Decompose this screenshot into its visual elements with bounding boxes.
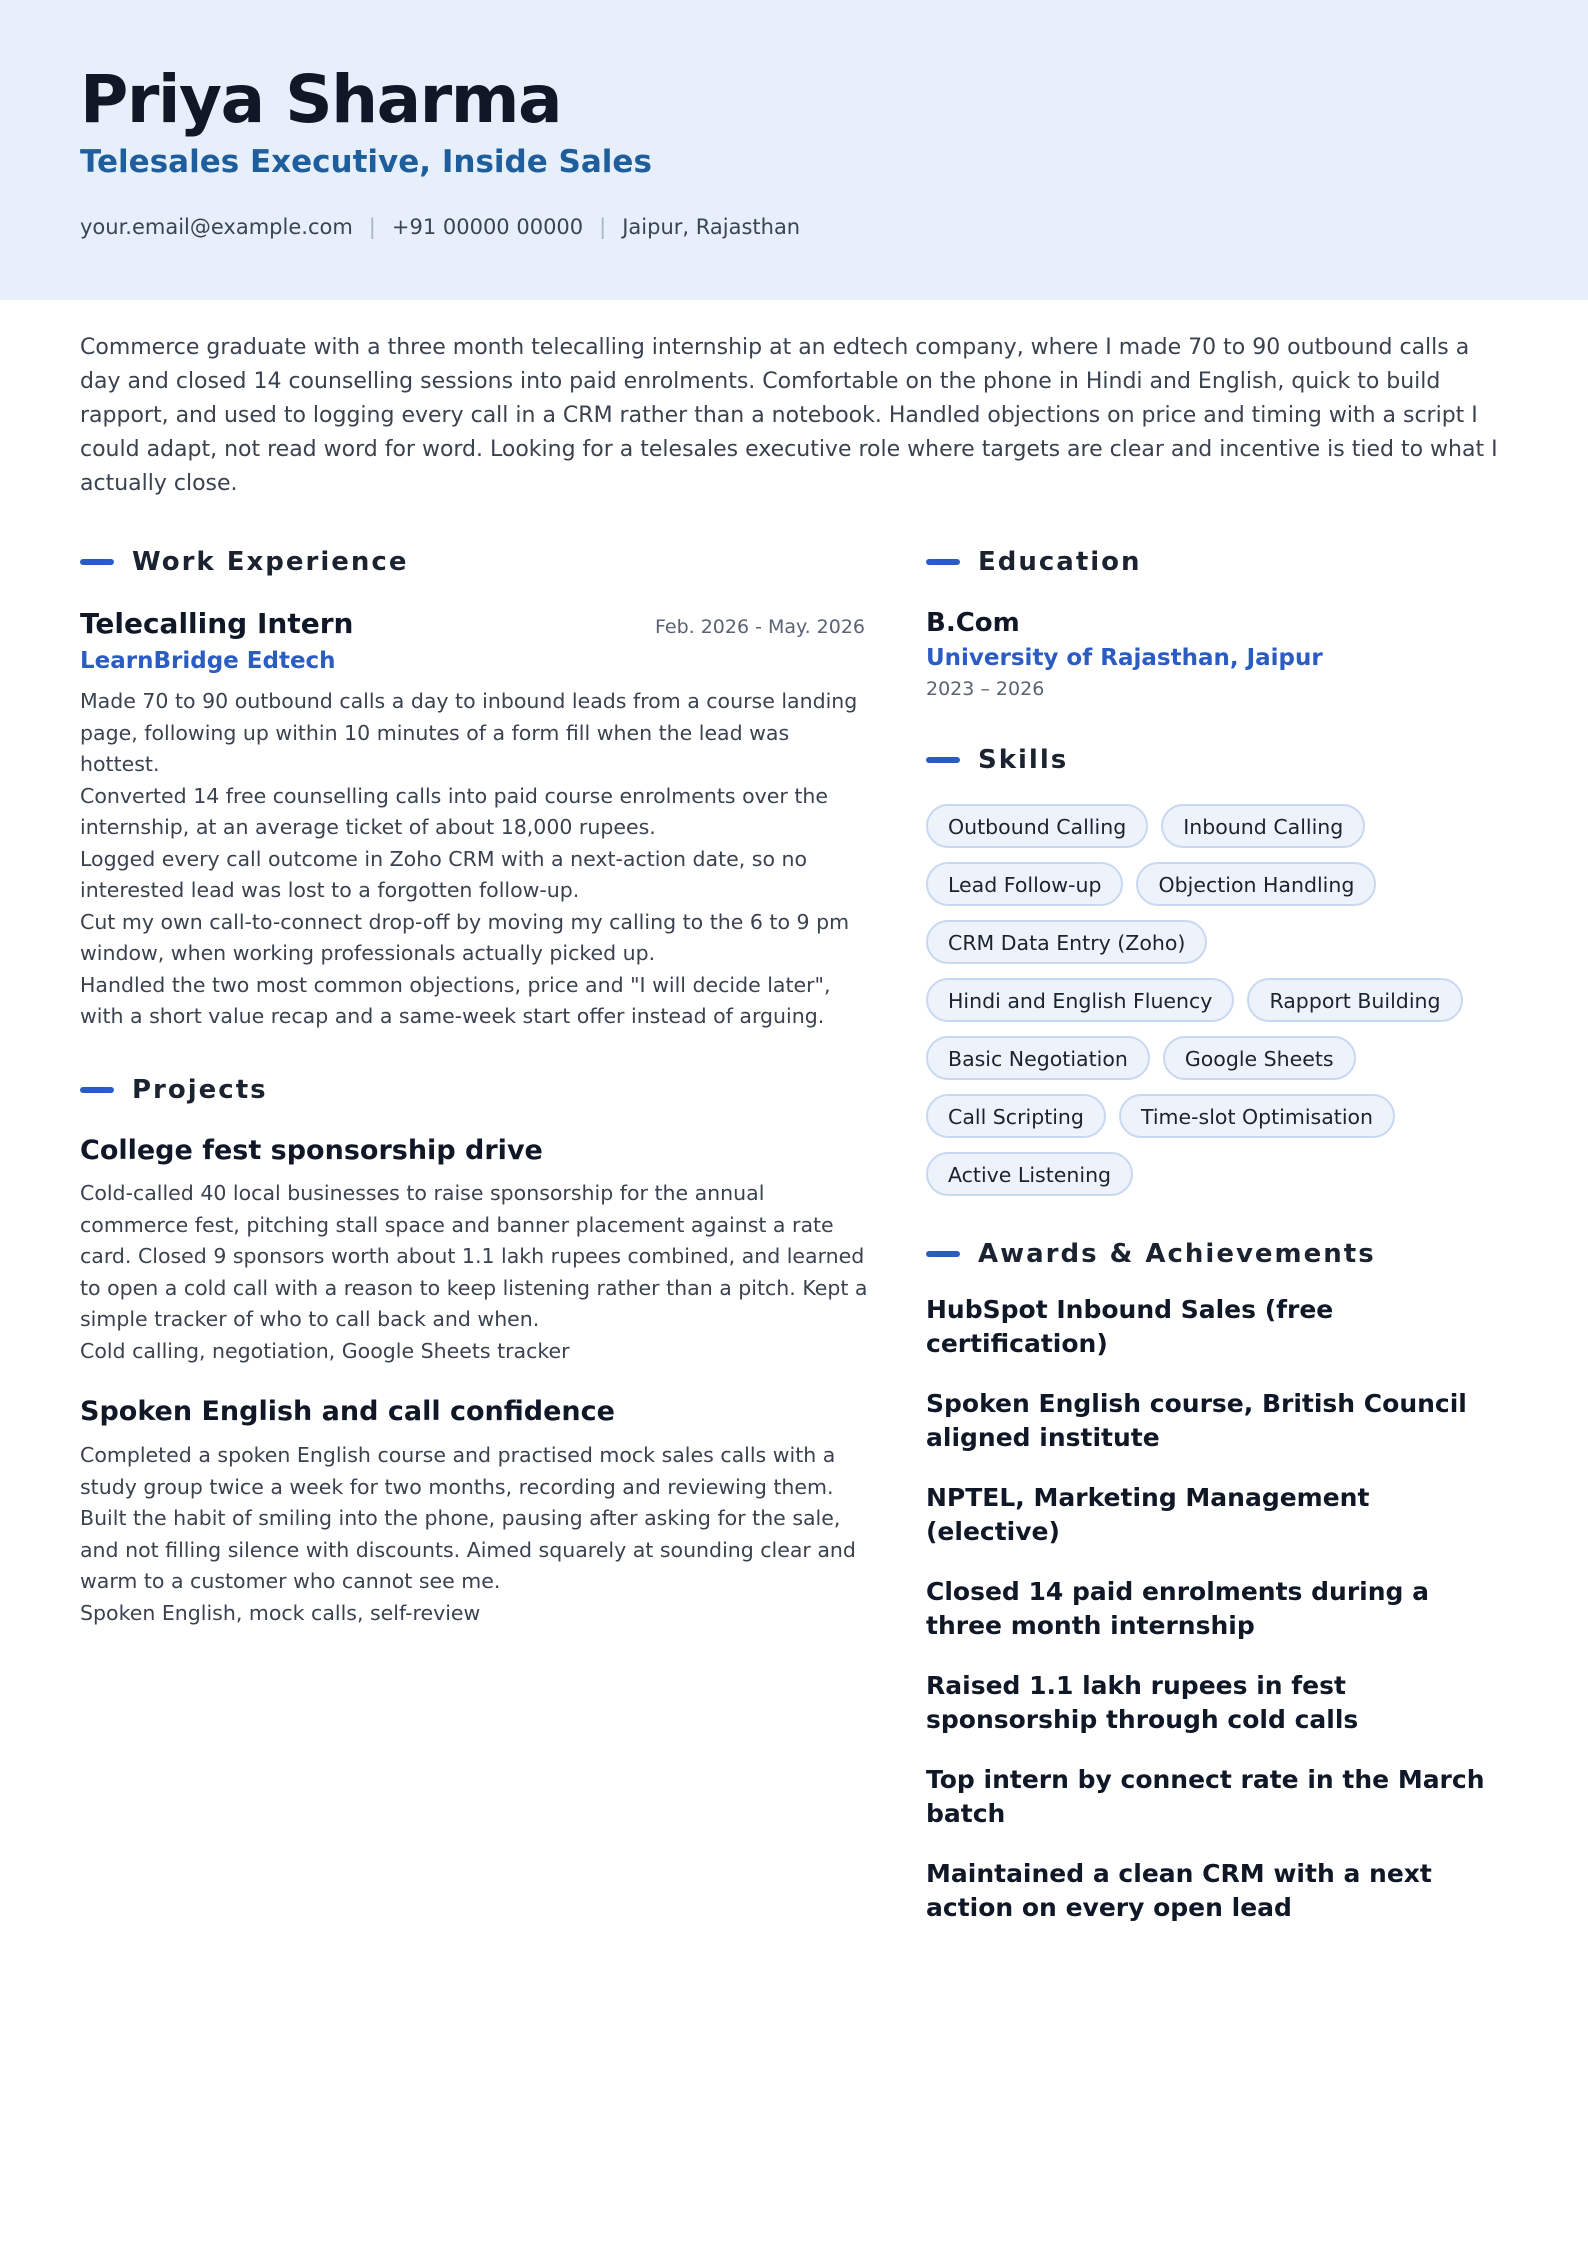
skills-heading bbox=[926, 743, 1068, 777]
job-bullet: Handled the two most common objections, price and "I will decide later", with a short value recap and a same-week start offer instead of arguing. bbox=[80, 972, 831, 1028]
project-description: Cold-called 40 local businesses to raise sponsorship for the annual commerce fest, pitching stall space and banner placement against a rate card. Closed 9 sponsors worth about 1.1 lakh rupees combined, and learned to open a cold call with a reason to keep listening rather than a pitch. Kept a simple tracker of who to call back and when. bbox=[80, 1181, 868, 1331]
skill-chip: Time-slot Optimisation bbox=[1119, 1094, 1395, 1138]
section-bar-icon bbox=[926, 1251, 960, 1257]
contact-separator: | bbox=[599, 215, 607, 239]
award-item: Raised 1.1 lakh rupees in fest sponsorship through cold calls bbox=[926, 1671, 1359, 1734]
contact-line bbox=[80, 212, 800, 242]
awards-heading bbox=[926, 1237, 1376, 1271]
job-bullets bbox=[80, 686, 875, 1033]
job-title: Telecalling Intern bbox=[80, 607, 354, 640]
section-title-text: Projects bbox=[132, 1075, 268, 1105]
section-bar-icon bbox=[926, 559, 960, 565]
skill-chip: Call Scripting bbox=[926, 1094, 1106, 1138]
project-tools: Spoken English, mock calls, self-review bbox=[80, 1600, 481, 1625]
award-item: HubSpot Inbound Sales (free certification) bbox=[926, 1295, 1334, 1358]
section-title-text: Skills bbox=[978, 745, 1069, 775]
section-bar-icon bbox=[80, 559, 114, 565]
job-bullet: Made 70 to 90 outbound calls a day to inbound leads from a course landing page, following up within 10 minutes of a form fill when the lead was hottest. bbox=[80, 689, 858, 776]
contact-separator: | bbox=[368, 215, 376, 239]
projects-heading bbox=[80, 1073, 268, 1107]
summary-paragraph: Commerce graduate with a three month telecalling internship at an edtech company, where I made 70 to 90 outbound calls a day and closed 14 counselling sessions into paid enrolments. Comfortable on the phone in Hindi and English, quick to build rapport, and used to logging every call in a CRM rather than a notebook. Handled objections on price and timing with a script I could adapt, not read word for word. Looking for a telesales executive role where targets are clear and incentive is tied to what I actually close. bbox=[80, 335, 1498, 496]
project-body bbox=[80, 1178, 875, 1367]
section-title-text: Education bbox=[978, 547, 1142, 577]
skill-chip: Objection Handling bbox=[1136, 862, 1376, 906]
skill-chip: Outbound Calling bbox=[926, 804, 1148, 848]
phone-text: +91 00000 00000 bbox=[391, 215, 584, 239]
candidate-title: Telesales Executive, Inside Sales bbox=[80, 144, 652, 180]
project-title: Spoken English and call confidence bbox=[80, 1396, 615, 1427]
award-item: Closed 14 paid enrolments during a three month internship bbox=[926, 1577, 1429, 1640]
job-bullet: Converted 14 free counselling calls into paid course enrolments over the internship, at an average ticket of about 18,000 rupees. bbox=[80, 783, 828, 839]
skill-chip: Hindi and English Fluency bbox=[926, 978, 1234, 1022]
skill-chip: Rapport Building bbox=[1247, 978, 1462, 1022]
awards-list bbox=[926, 1293, 1496, 1951]
job-bullet: Logged every call outcome in Zoho CRM with a next-action date, so no interested lead was lost to a forgotten follow-up. bbox=[80, 846, 808, 902]
section-title-text: Awards & Achievements bbox=[978, 1239, 1376, 1269]
award-item: Maintained a clean CRM with a next action on every open lead bbox=[926, 1859, 1432, 1922]
award-item: NPTEL, Marketing Management (elective) bbox=[926, 1483, 1370, 1546]
degree: B.Com bbox=[926, 608, 1020, 638]
skill-chip: CRM Data Entry (Zoho) bbox=[926, 920, 1207, 964]
section-bar-icon bbox=[926, 757, 960, 763]
school-name: University of Rajasthan, Jaipur bbox=[926, 645, 1323, 671]
award-item: Top intern by connect rate in the March batch bbox=[926, 1765, 1485, 1828]
section-title-text: Work Experience bbox=[132, 547, 409, 577]
resume-header bbox=[0, 0, 1588, 300]
skill-chip: Lead Follow-up bbox=[926, 862, 1123, 906]
email-text: your.email@example.com bbox=[80, 215, 353, 239]
work-experience-heading bbox=[80, 545, 408, 579]
skills-list bbox=[926, 804, 1506, 1196]
candidate-name: Priya Sharma bbox=[80, 61, 561, 138]
skill-chip: Active Listening bbox=[926, 1152, 1133, 1196]
job-bullet: Cut my own call-to-connect drop-off by moving my calling to the 6 to 9 pm window, when working professionals actually picked up. bbox=[80, 909, 850, 965]
skill-chip: Basic Negotiation bbox=[926, 1036, 1150, 1080]
section-bar-icon bbox=[80, 1087, 114, 1093]
project-body bbox=[80, 1440, 875, 1629]
education-heading bbox=[926, 545, 1142, 579]
award-item: Spoken English course, British Council aligned institute bbox=[926, 1389, 1467, 1452]
job-dates: Feb. 2026 - May. 2026 bbox=[654, 616, 865, 638]
skill-chip: Google Sheets bbox=[1163, 1036, 1356, 1080]
project-tools: Cold calling, negotiation, Google Sheets tracker bbox=[80, 1338, 570, 1363]
company-name: LearnBridge Edtech bbox=[80, 648, 336, 674]
education-years: 2023 – 2026 bbox=[926, 678, 1045, 700]
location-text: Jaipur, Rajasthan bbox=[622, 215, 801, 239]
project-description: Completed a spoken English course and practised mock sales calls with a study group twice a week for two months, recording and reviewing them. Built the habit of smiling into the phone, pausing after asking for the sale, and not filling silence with discounts. Aimed squarely at sounding clear and warm to a customer who cannot see me. bbox=[80, 1443, 856, 1593]
skill-chip: Inbound Calling bbox=[1161, 804, 1365, 848]
project-title: College fest sponsorship drive bbox=[80, 1135, 543, 1166]
